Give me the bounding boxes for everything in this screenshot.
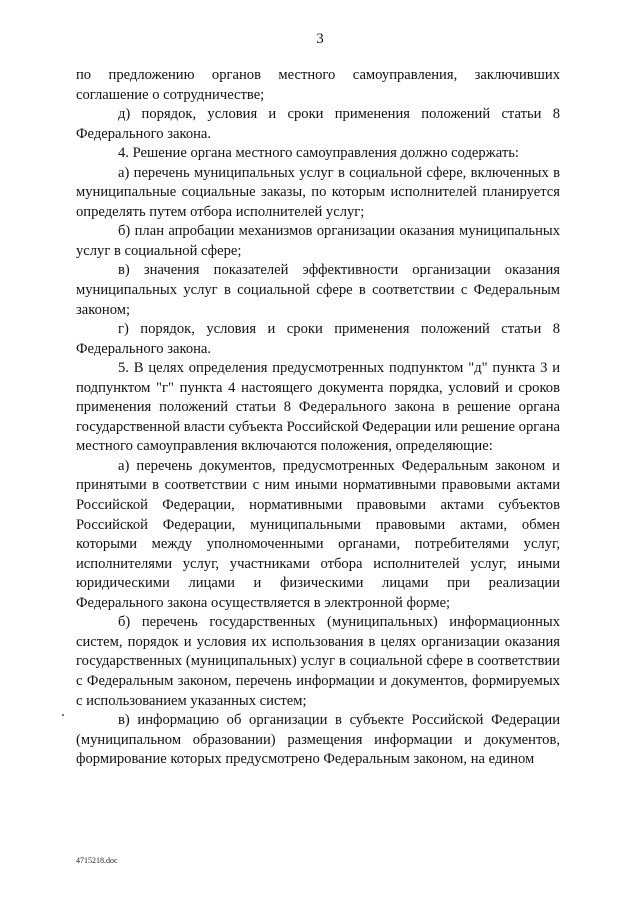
paragraph-item-5a: а) перечень документов, предусмотренных Федеральным законом и принятыми в соответствии с ним иными нормативными правовыми актами Российской Федерации, нормативными правовыми актами субъектов Российской Федерации, муниципальными правовыми актами, обмен которыми между уполномоченными органами, потребителями услуг, исполнителями услуг, участниками отбора исполнителей услуг, иными юридическими лицами и физическими лицами при реализации Федерального закона осуществляется в электронной форме; (76, 457, 560, 611)
paragraph-section-5: 5. В целях определения предусмотренных подпунктом "д" пункта 3 и подпунктом "г" пункта 4 настоящего документа порядка, условий и сроков применения положений статьи 8 Федерального закона в решение органа государственной власти субъекта Российской Федерации или решение органа местного самоуправления включаются положения, определяющие: (76, 360, 560, 455)
paragraph-item-4b: б) план апробации механизмов организации оказания муниципальных услуг в социальной сфере; (76, 223, 560, 259)
paragraph-continuation: по предложению органов местного самоуправления, заключивших соглашение о сотрудничестве; (76, 67, 560, 103)
paragraph-item-4a: а) перечень муниципальных услуг в социальной сфере, включенных в муниципальные социальные заказы, по которым исполнителей планируется определять путем отбора исполнителей услуг; (76, 164, 560, 220)
paragraph-item-5v: в) информацию об организации в субъекте Российской Федерации (муниципальном образовании) размещения информации и документов, формирование которых предусмотрено Федеральным законом, на едином (76, 712, 560, 768)
scan-speck (62, 714, 64, 716)
footer-filename: 4715218.doc (76, 856, 118, 865)
paragraph-item-3d: д) порядок, условия и сроки применения положений статьи 8 Федерального закона. (76, 106, 560, 142)
paragraph-item-4g: г) порядок, условия и сроки применения положений статьи 8 Федерального закона. (76, 321, 560, 357)
paragraph-item-4v: в) значения показателей эффективности организации оказания муниципальных услуг в социальной сфере в соответствии с Федеральным законом; (76, 262, 560, 318)
page-number: 3 (316, 31, 324, 47)
paragraph-section-4: 4. Решение органа местного самоуправления должно содержать: (118, 145, 519, 162)
paragraph-item-5b: б) перечень государственных (муниципальных) информационных систем, порядок и условия их использования в целях организации оказания государственных (муниципальных) услуг в социальной сфере в соответствии с Федеральным законом, перечень информации и документов, формируемых с использованием указанных систем; (76, 614, 560, 709)
document-body (76, 66, 560, 770)
